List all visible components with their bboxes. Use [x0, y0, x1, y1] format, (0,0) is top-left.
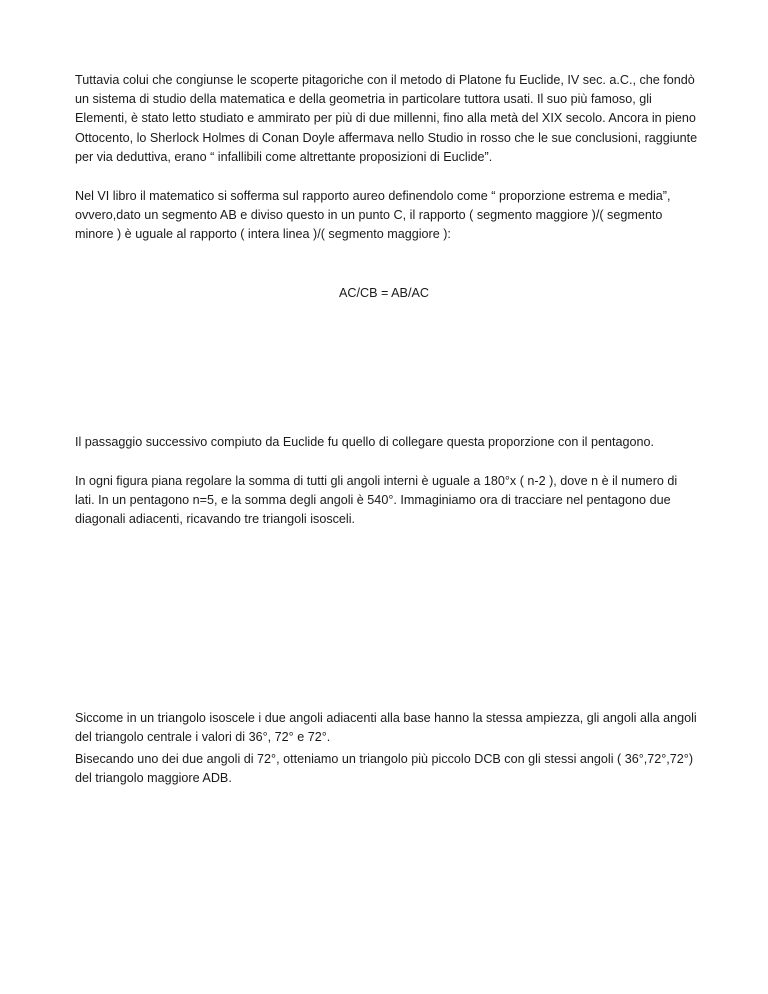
paragraph-angoli-interni: In ogni figura piana regolare la somma di tutti gli angoli interni è uguale a 180°x ( n-2 ), dove n è il numero di lati. In un pentagono n=5, e la somma degli angoli è 540°. Immaginiamo ora di tracciare nel pentagono due diagonali adiacenti, ricavando tre triangoli isosceli. — [75, 474, 678, 527]
paragraph-pentagono: Il passaggio successivo compiuto da Euclide fu quello di collegare questa proporzione con il pentagono. — [75, 435, 654, 449]
paragraph-euclide-intro: Tuttavia colui che congiunse le scoperte pitagoriche con il metodo di Platone fu Euclide, IV sec. a.C., che fondò un sistema di studio della matematica e della geometria in particolare tuttora usati. Il suo più famoso, gli Elementi, è stato letto studiato e ammirato per più di due millenni, fino alla metà del XIX secolo. Ancora in pieno Ottocento, lo Sherlock Holmes di Conan Doyle affermava nello Studio in rosso che le sue conclusioni, raggiunte per via deduttiva, erano “ infallibili come altrettante proposizioni di Euclide”. — [75, 73, 698, 164]
formula-proportion: AC/CB = AB/AC — [339, 286, 429, 300]
paragraph-triangolo-isoscele: Siccome in un triangolo isoscele i due angoli adiacenti alla base hanno la stessa ampiezza, gli angoli alla angoli del triangolo centrale i valori di 36°, 72° e 72°. — [75, 711, 697, 745]
paragraph-rapporto-aureo: Nel VI libro il matematico si sofferma sul rapporto aureo definendolo come “ proporzione estrema e media”, ovvero,dato un segmento AB e diviso questo in un punto C, il rapporto ( segmento maggiore )/( segmento minore ) è uguale al rapporto ( intera linea )/( segmento maggiore ): — [75, 189, 671, 242]
paragraph-bisecando: Bisecando uno dei due angoli di 72°, otteniamo un triangolo più piccolo DCB con gli stessi angoli ( 36°,72°,72°) del triangolo maggiore ADB. — [75, 752, 694, 786]
